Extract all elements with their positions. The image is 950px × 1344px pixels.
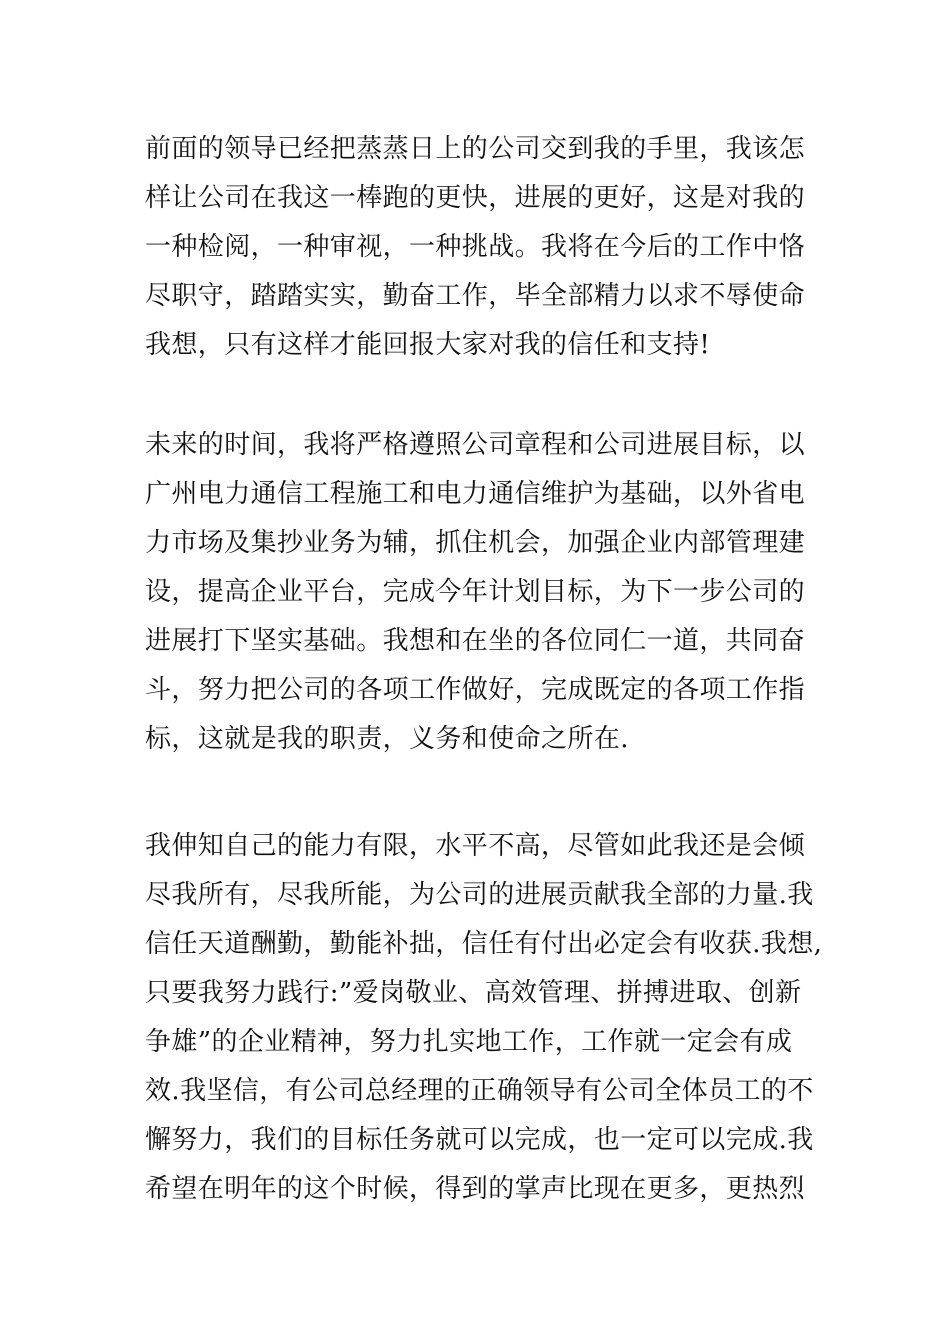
text-line: 尽我所有，尽我所能，为公司的进展贡献我全部的力量.我 <box>145 880 814 910</box>
text-line: 未来的时间，我将严格遵照公司章程和公司进展目标，以 <box>145 430 806 460</box>
text-line: 斗，努力把公司的各项工作做好，完成既定的各项工作指 <box>145 675 806 705</box>
text-line: 力市场及集抄业务为辅，抓住机会，加强企业内部管理建 <box>145 528 806 558</box>
text-line: 前面的领导已经把蒸蒸日上的公司交到我的手里，我该怎 <box>145 134 806 164</box>
text-line: 标，这就是我的职责，义务和使命之所在. <box>145 724 629 754</box>
paragraph-2 <box>145 421 815 764</box>
paragraph-1 <box>145 125 815 370</box>
text-line: 我想，只有这样才能回报大家对我的信任和支持! <box>145 330 711 360</box>
text-line: 一种检阅，一种审视，一种挑战。我将在今后的工作中恪 <box>145 232 806 262</box>
text-line: 只要我努力践行:”爱岗敬业、高效管理、拼搏进取、创新 <box>145 978 802 1008</box>
text-line: 懈努力，我们的目标任务就可以完成，也一定可以完成.我 <box>145 1125 814 1155</box>
text-line: 样让公司在我这一棒跑的更快，进展的更好，这是对我的 <box>145 183 806 213</box>
text-line: 争雄”的企业精神，努力扎实地工作，工作就一定会有成 <box>145 1027 793 1057</box>
text-line: 设，提高企业平台，完成今年计划目标，为下一步公司的 <box>145 577 806 607</box>
text-line: 我伸知自己的能力有限，水平不高，尽管如此我还是会倾 <box>145 831 806 861</box>
text-line: 尽职守，踏踏实实，勤奋工作，毕全部精力以求不辱使命 <box>145 281 806 311</box>
text-line: 信任天道酬勤，勤能补拙，信任有付出必定会有收获.我想, <box>145 929 823 959</box>
text-line: 效.我坚信，有公司总经理的正确领导有公司全体员工的不 <box>145 1076 814 1106</box>
text-line: 进展打下坚实基础。我想和在坐的各位同仁一道，共同奋 <box>145 626 806 656</box>
text-line: 广州电力通信工程施工和电力通信维护为基础，以外省电 <box>145 479 806 509</box>
paragraph-3 <box>145 822 823 1214</box>
text-line: 希望在明年的这个时候，得到的掌声比现在更多，更热烈 <box>145 1174 806 1204</box>
